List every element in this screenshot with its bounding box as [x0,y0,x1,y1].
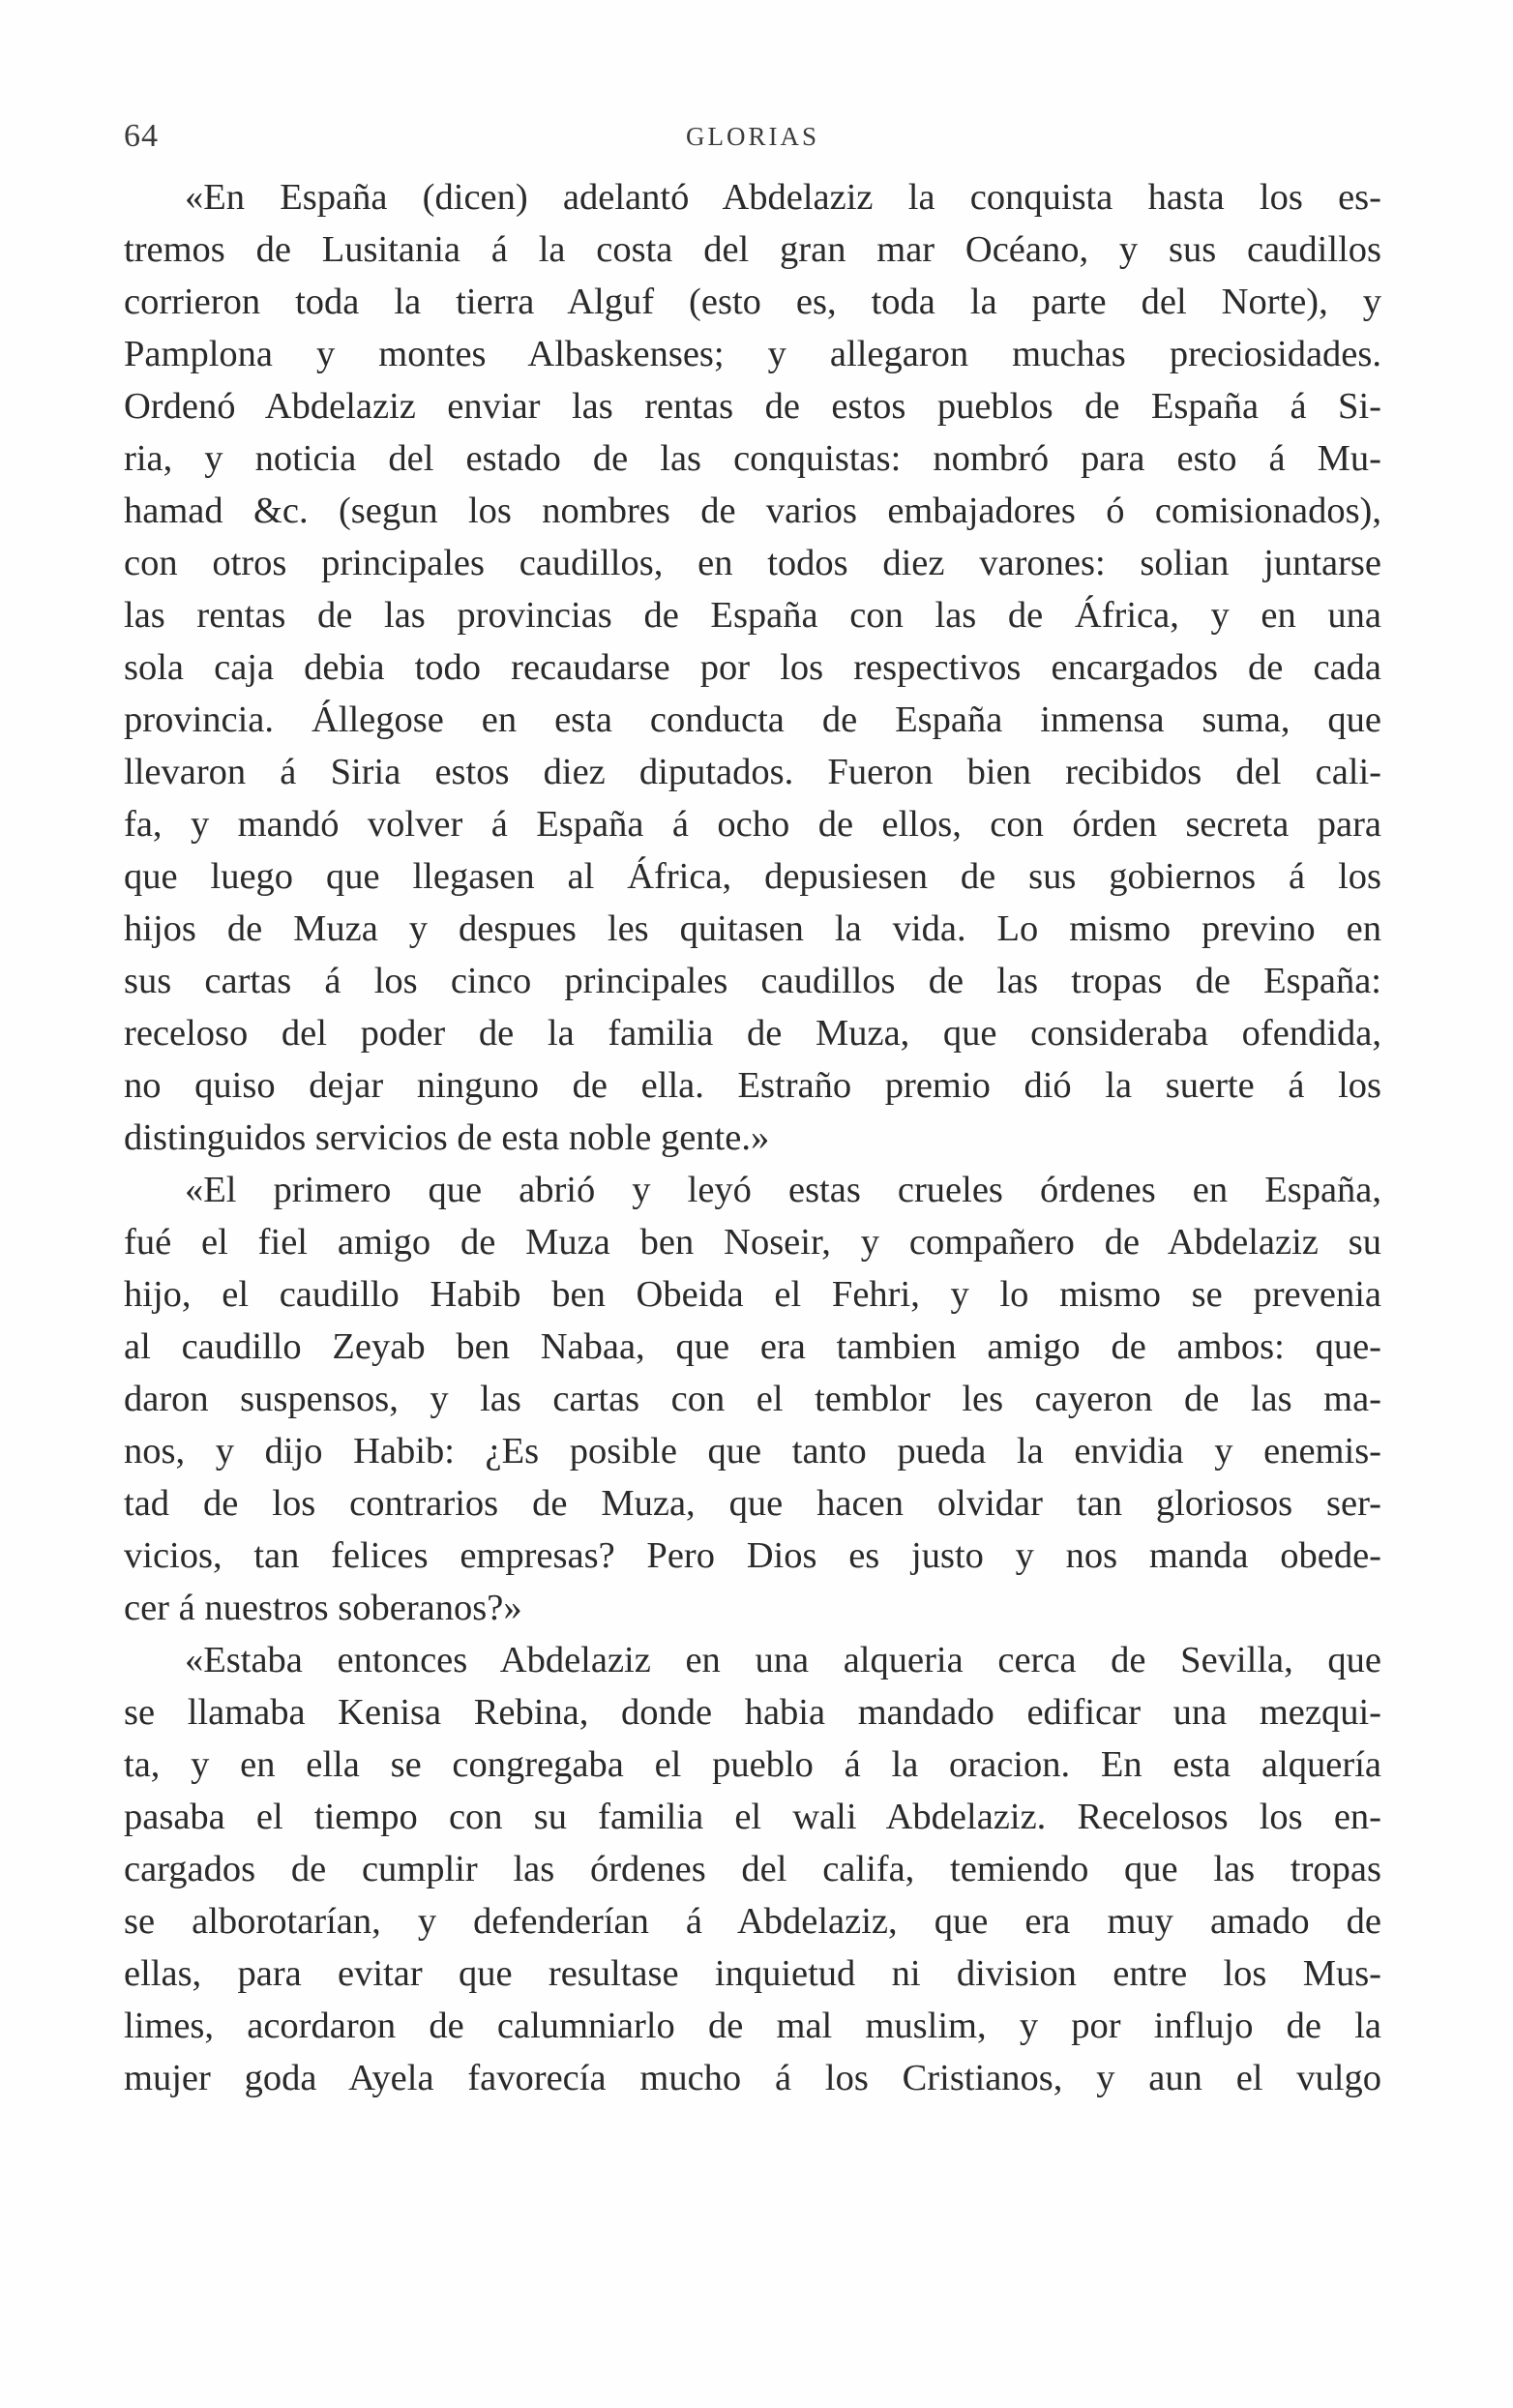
page-number: 64 [124,118,159,154]
text-line: cargados de cumplir las órdenes del califa, temiendo que las tropas [124,1849,1381,1889]
running-head: GLORIAS [685,122,819,151]
text-line: limes, acordaron de calumniarlo de mal muslim, y por influjo de la [124,2006,1381,2046]
text-line: Pamplona y montes Albaskenses; y allegaron muchas preciosidades. [124,334,1381,374]
text-line: ria, y noticia del estado de las conquistas: nombró para esto á Mu- [124,438,1381,479]
text-line: tad de los contrarios de Muza, que hacen olvidar tan gloriosos ser- [124,1483,1381,1524]
text-line: ta, y en ella se congregaba el pueblo á la oracion. En esta alquería [124,1744,1381,1785]
text-line: fa, y mandó volver á España á ocho de ellos, con órden secreta para [124,804,1381,845]
text-line: las rentas de las provincias de España con las de África, y en una [124,595,1381,636]
text-line: que luego que llegasen al África, depusiesen de sus gobiernos á los [124,856,1381,897]
text-line: receloso del poder de la familia de Muza, que consideraba ofendida, [124,1013,1381,1054]
text-line: tremos de Lusitania á la costa del gran mar Océano, y sus caudillos [124,229,1381,270]
text-line: «Estaba entonces Abdelaziz en una alqueria cerca de Sevilla, que [185,1640,1381,1680]
text-line: Ordenó Abdelaziz enviar las rentas de estos pueblos de España á Si- [124,386,1381,427]
text-line: no quiso dejar ninguno de ella. Estraño premio dió la suerte á los [124,1065,1381,1106]
text-line: daron suspensos, y las cartas con el temblor les cayeron de las ma- [124,1379,1381,1419]
text-line: hijo, el caudillo Habib ben Obeida el Fehri, y lo mismo se prevenia [124,1274,1381,1315]
text-line: cer á nuestros soberanos?» [124,1588,522,1628]
body-text [124,171,1381,2104]
text-line: ellas, para evitar que resultase inquietud ni division entre los Mus- [124,1953,1381,1994]
text-line: vicios, tan felices empresas? Pero Dios es justo y nos manda obede- [124,1535,1381,1576]
text-line: con otros principales caudillos, en todos diez varones: solian juntarse [124,543,1381,583]
page-header [124,118,1381,157]
text-line: hijos de Muza y despues les quitasen la vida. Lo mismo previno en [124,908,1381,949]
text-line: sola caja debia todo recaudarse por los respectivos encargados de cada [124,647,1381,688]
text-line: fué el fiel amigo de Muza ben Noseir, y compañero de Abdelaziz su [124,1222,1381,1263]
text-line: pasaba el tiempo con su familia el wali Abdelaziz. Recelosos los en- [124,1797,1381,1837]
text-line: al caudillo Zeyab ben Nabaa, que era tambien amigo de ambos: que- [124,1326,1381,1367]
text-line: «En España (dicen) adelantó Abdelaziz la conquista hasta los es- [185,177,1381,218]
text-line: nos, y dijo Habib: ¿Es posible que tanto pueda la envidia y enemis- [124,1431,1381,1472]
text-line: distinguidos servicios de esta noble gente.» [124,1117,770,1158]
text-line: «El primero que abrió y leyó estas crueles órdenes en España, [185,1170,1381,1210]
text-line: hamad &c. (segun los nombres de varios embajadores ó comisionados), [124,491,1381,531]
text-line: mujer goda Ayela favorecía mucho á los Cristianos, y aun el vulgo [124,2058,1381,2098]
text-line: se llamaba Kenisa Rebina, donde habia mandado edificar una mezqui- [124,1692,1381,1733]
text-line: se alborotarían, y defenderían á Abdelaziz, que era muy amado de [124,1901,1381,1942]
text-line: provincia. Állegose en esta conducta de España inmensa suma, que [124,699,1381,740]
text-line: sus cartas á los cinco principales caudillos de las tropas de España: [124,961,1381,1001]
text-line: llevaron á Siria estos diez diputados. Fueron bien recibidos del cali- [124,752,1381,792]
text-line: corrieron toda la tierra Alguf (esto es, toda la parte del Norte), y [124,282,1381,322]
